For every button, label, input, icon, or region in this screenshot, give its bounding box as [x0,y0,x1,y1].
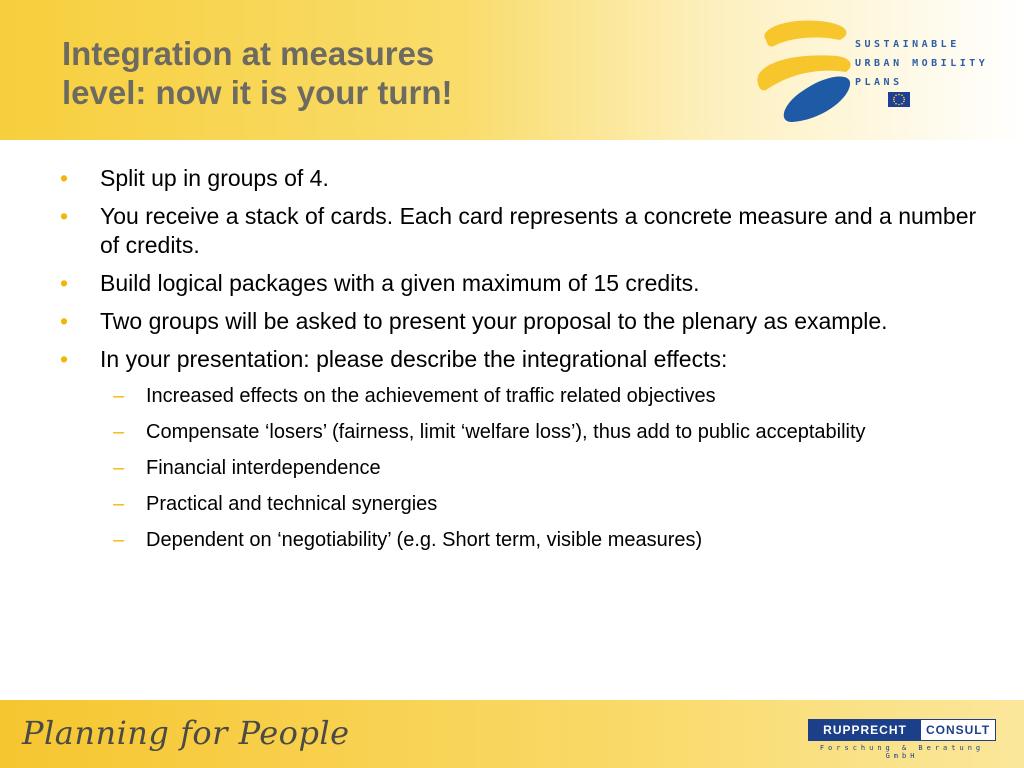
bullet-dot-icon: • [60,270,69,296]
sub-bullet-item [60,454,990,483]
bullet-text: Split up in groups of 4. [100,165,329,191]
bullet-dot-icon: • [60,308,69,334]
sub-bullet-item [60,526,990,555]
footer-slogan: Planning for People [22,714,350,752]
footer-band [0,700,1024,768]
slide-title-line-1: Integration at measures [62,35,435,72]
dash-icon: – [113,529,125,551]
bullet-dot-icon: • [60,346,69,372]
company-name-left: RUPPRECHT [809,720,921,740]
slide-body [60,164,990,562]
dash-icon: – [113,493,125,515]
logo-line-1: SUSTAINABLE [855,39,960,50]
dash-icon: – [113,421,125,443]
dash-icon: – [113,385,125,407]
company-tagline: Forschung & Beratung GmbH [819,744,985,760]
eu-flag-icon [888,92,910,107]
bullet-list [60,164,990,374]
sub-bullet-text: Increased effects on the achievement of traffic related objectives [146,385,716,407]
slide-title [62,34,453,112]
sub-bullet-text: Compensate ‘losers’ (fairness, limit ‘welfare loss’), thus add to public acceptability [146,421,866,443]
bullet-text: In your presentation: please describe the integrational effects: [100,346,728,372]
sub-bullet-item [60,490,990,519]
rupprecht-consult-logo [808,719,996,760]
logo-line-3: PLANS [855,77,903,88]
sump-logo-text [855,35,988,92]
slide-title-line-2: level: now it is your turn! [62,74,453,111]
bullet-dot-icon: • [60,165,69,191]
sub-bullet-item [60,418,990,447]
dash-icon: – [113,457,125,479]
sub-bullet-text: Financial interdependence [146,457,381,479]
bullet-item [60,307,990,336]
bullet-item [60,269,990,298]
bullet-text: Build logical packages with a given maximum of 15 credits. [100,270,700,296]
bullet-item [60,345,990,374]
sub-bullet-list [60,382,990,555]
company-name-right: CONSULT [921,720,995,740]
sub-bullet-text: Dependent on ‘negotiability’ (e.g. Short term, visible measures) [146,529,703,551]
bullet-text: Two groups will be asked to present your proposal to the plenary as example. [100,308,888,334]
sump-logo-icon [752,10,857,130]
bullet-item [60,202,990,260]
bullet-dot-icon: • [60,203,69,229]
sub-bullet-item [60,382,990,411]
bullet-item [60,164,990,193]
logo-line-2: URBAN MOBILITY [855,58,989,69]
company-name-box [808,719,996,741]
sub-bullet-text: Practical and technical synergies [146,493,438,515]
header-band [0,0,1024,140]
bullet-text: You receive a stack of cards. Each card represents a concrete measure and a number of credits. [100,203,977,258]
